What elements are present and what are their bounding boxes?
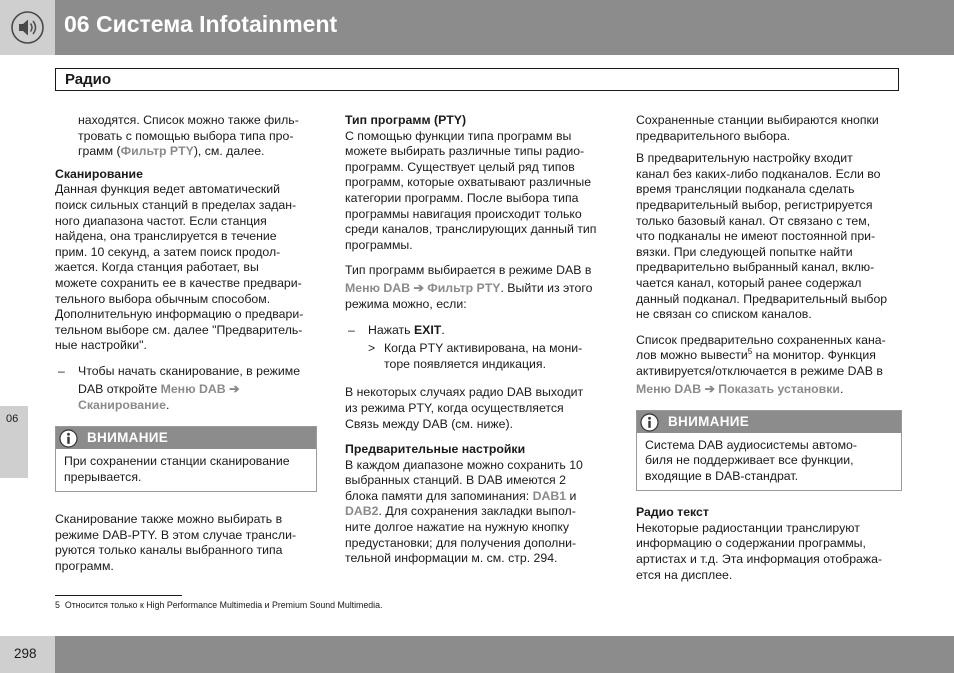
text-line: информацию о содержании программы, xyxy=(636,536,866,551)
preset-list-paragraph xyxy=(636,333,902,398)
text-line: ного диапазона частот. Если станция xyxy=(55,213,267,228)
text-line: Сканирование также можно выбирать в xyxy=(55,512,283,527)
text-line: что подканалы не имеют постоянной при- xyxy=(636,229,876,244)
column-2 xyxy=(345,113,613,574)
text-fragment: . xyxy=(839,381,844,396)
footnote-text: Относится только к High Performance Multimedia и Premium Sound Multimedia. xyxy=(64,600,383,610)
result-marker: > xyxy=(368,341,376,356)
step-dash: – xyxy=(58,363,65,378)
text-line: жается. Когда станция работает, вы xyxy=(55,260,259,275)
info-icon xyxy=(640,413,659,432)
step-result xyxy=(345,341,613,372)
text-line: выбранных станций. В DAB имеются 2 xyxy=(345,473,566,488)
text-line: Некоторые радиостанции транслируют xyxy=(636,520,860,535)
text-fragment: на монитор. Функция xyxy=(752,348,876,363)
pty-exit-paragraph xyxy=(345,385,613,432)
text-line: Сохраненные станции выбираются кнопки xyxy=(636,113,879,127)
text-fragment: . xyxy=(441,322,445,337)
step-dash: – xyxy=(348,322,355,337)
warning-header xyxy=(637,411,901,433)
text-line: предварительно выбранный канал, вклю- xyxy=(636,260,875,275)
pty-mode-paragraph xyxy=(345,263,613,312)
menu-dab-reference: Меню DAB xyxy=(636,381,702,396)
exit-key: EXIT xyxy=(413,322,442,337)
text-line: руются только каналы выбранного типа xyxy=(55,543,283,558)
footnote-divider xyxy=(55,595,182,596)
dab-pty-scan-paragraph xyxy=(55,512,317,574)
chapter-side-tab xyxy=(0,406,28,478)
warning-header xyxy=(56,427,316,449)
info-icon xyxy=(59,429,78,448)
column-1 xyxy=(55,113,317,582)
radio-text-paragraph xyxy=(636,521,902,583)
text-line: не связан со списком каналов. xyxy=(636,307,812,322)
text-line: поиск сильных станций в пределах задан- xyxy=(55,197,297,212)
pty-paragraph xyxy=(345,129,613,254)
text-line: ные настройки". xyxy=(55,338,147,353)
text-line: Тип программ выбирается в режиме DAB в xyxy=(345,263,592,278)
text-line: можете выбирать различные типы радио- xyxy=(345,144,585,159)
text-line: из режима PTY, когда осуществляется xyxy=(345,400,564,415)
warning-box xyxy=(55,426,317,492)
presets-paragraph xyxy=(345,458,613,567)
text-line: предустановки; для получения дополни- xyxy=(345,535,577,550)
text-line: Данная функция ведет автоматический xyxy=(55,182,281,197)
text-line: биля не поддерживает все функции, xyxy=(645,453,854,468)
text-line: При сохранении станции сканирование xyxy=(64,454,290,469)
text-line: чается канал, который ранее содержал xyxy=(636,275,862,290)
text-line: только базовый канал. От связано с тем, xyxy=(636,213,871,228)
text-line: тельного выбора обычным способом. xyxy=(55,291,271,306)
pty-heading: Тип программ (PTY) xyxy=(345,113,467,127)
page-number-box xyxy=(0,636,55,673)
warning-title: ВНИМАНИЕ xyxy=(668,413,750,429)
text-fragment: блока памяти для запоминания: xyxy=(345,488,533,503)
warning-body xyxy=(56,449,316,491)
warning-body xyxy=(637,433,901,491)
text-line: прерывается. xyxy=(64,469,142,484)
arrow-icon: ➔ xyxy=(413,280,424,295)
dab2-reference: DAB2 xyxy=(345,504,379,519)
page-number: 298 xyxy=(14,646,37,661)
warning-box xyxy=(636,410,902,492)
radio-text-heading: Радио текст xyxy=(636,505,709,520)
text-line: В каждом диапазоне можно сохранить 10 xyxy=(345,457,583,472)
text-line: Когда PTY активирована, на мони- xyxy=(384,341,583,356)
text-line: артистах и т.д. Эта информация отобража- xyxy=(636,552,883,567)
page-footer xyxy=(0,636,954,673)
chapter-tab-label: 06 xyxy=(6,413,19,425)
filter-pty-reference: Фильтр PTY xyxy=(120,144,194,159)
text-line: В предварительную настройку входит xyxy=(636,151,853,166)
text-line: найдена, она транслируется в течение xyxy=(55,229,277,244)
scan-step xyxy=(55,364,317,413)
text-line: торе появляется индикация. xyxy=(384,356,546,371)
warning-title: ВНИМАНИЕ xyxy=(87,430,169,446)
speaker-icon xyxy=(10,10,45,45)
text-line: Система DAB аудиосистемы автомо- xyxy=(645,437,857,452)
text-fragment: . Для сохранения закладки выпол- xyxy=(378,504,576,519)
text-line: данный подканал. Предварительный выбор xyxy=(636,291,888,306)
text-line: Связь между DAB (см. ниже). xyxy=(345,416,513,431)
text-line: можете сохранить ее в качестве предвари- xyxy=(55,275,302,290)
show-settings-reference: Показать установки xyxy=(718,381,840,396)
column-3 xyxy=(636,113,902,590)
text-line: предварительный выбор, регистрируется xyxy=(636,197,873,212)
text-line: режима можно, если: xyxy=(345,296,467,311)
arrow-icon: ➔ xyxy=(704,381,715,396)
text-line: программ. Существует целый ряд типов xyxy=(345,159,575,174)
filter-pty-reference: Фильтр PTY xyxy=(427,280,501,295)
text-fragment: грамм ( xyxy=(78,144,121,159)
text-line: программ, которые охватывают различные xyxy=(345,175,592,190)
subchannel-paragraph xyxy=(636,151,902,323)
text-fragment: лов можно вывести xyxy=(636,348,748,363)
text-fragment: Нажать xyxy=(368,322,414,337)
chapter-title: 06 Система Infotainment xyxy=(64,11,338,37)
text-line: предварительного выбора. xyxy=(636,128,791,143)
text-line: тельной информации м. см. стр. 294. xyxy=(345,551,558,566)
chapter-icon-box xyxy=(0,0,55,55)
text-fragment: . Выйти из этого xyxy=(500,280,593,295)
dab1-reference: DAB1 xyxy=(532,488,567,503)
text-line: ните долгое нажатие на нужную кнопку xyxy=(345,520,570,535)
footnote xyxy=(55,600,382,610)
text-line: тельном выборе см. далее "Предваритель- xyxy=(55,322,303,337)
footnote-marker: 5 xyxy=(747,347,753,357)
menu-dab-reference: Меню DAB xyxy=(160,381,226,396)
text-line: входящие в DAB-стандрат. xyxy=(645,468,799,483)
text-fragment: и xyxy=(566,488,577,503)
text-line: Список предварительно сохраненных кана- xyxy=(636,332,886,347)
text-line: тровать с помощью выбора типа про- xyxy=(78,128,294,143)
section-bar xyxy=(55,68,899,91)
intro-paragraph xyxy=(55,113,317,160)
text-line: С помощью функции типа программ вы xyxy=(345,128,572,143)
scan-heading: Сканирование xyxy=(55,166,143,181)
text-line: режиме DAB-PTY. В этом случае трансли- xyxy=(55,527,297,542)
footnote-number: 5 xyxy=(55,600,60,610)
scan-reference: Сканирование xyxy=(78,397,166,412)
text-line: среди каналов, транслирующих данный тип xyxy=(345,222,597,237)
text-line: программы навигация происходит только xyxy=(345,206,582,221)
arrow-icon: ➔ xyxy=(229,381,240,396)
text-fragment: ), см. далее. xyxy=(193,144,265,159)
text-line: прим. 10 секунд, а затем поиск продол- xyxy=(55,244,281,259)
scan-paragraph xyxy=(55,182,317,354)
presets-heading: Предварительные настройки xyxy=(345,442,526,457)
text-fragment: . xyxy=(165,397,170,412)
text-line: вязки. При следующей попытке найти xyxy=(636,244,853,259)
saved-stations-paragraph xyxy=(636,113,902,144)
text-line: находятся. Список можно также филь- xyxy=(78,113,299,127)
text-line: Дополнительную информацию о предвари- xyxy=(55,307,304,322)
section-title: Радио xyxy=(65,71,112,88)
text-line: ется на дисплее. xyxy=(636,567,733,582)
text-line: категории программ. После выбора типа xyxy=(345,190,579,205)
exit-step xyxy=(345,323,613,339)
text-fragment: DAB откройте xyxy=(78,381,161,396)
text-line: Чтобы начать сканирование, в режиме xyxy=(78,363,301,378)
text-line: программ. xyxy=(55,559,114,574)
text-line: В некоторых случаях радио DAB выходит xyxy=(345,385,584,400)
chapter-header xyxy=(0,0,954,55)
text-line: время трансляции подканала сделать xyxy=(636,182,855,197)
text-line: программы. xyxy=(345,237,413,252)
text-line: канал без каких-либо подканалов. Если во xyxy=(636,166,881,181)
menu-dab-reference: Меню DAB xyxy=(345,280,411,295)
text-line: активируется/отключается в режиме DAB в xyxy=(636,363,883,378)
